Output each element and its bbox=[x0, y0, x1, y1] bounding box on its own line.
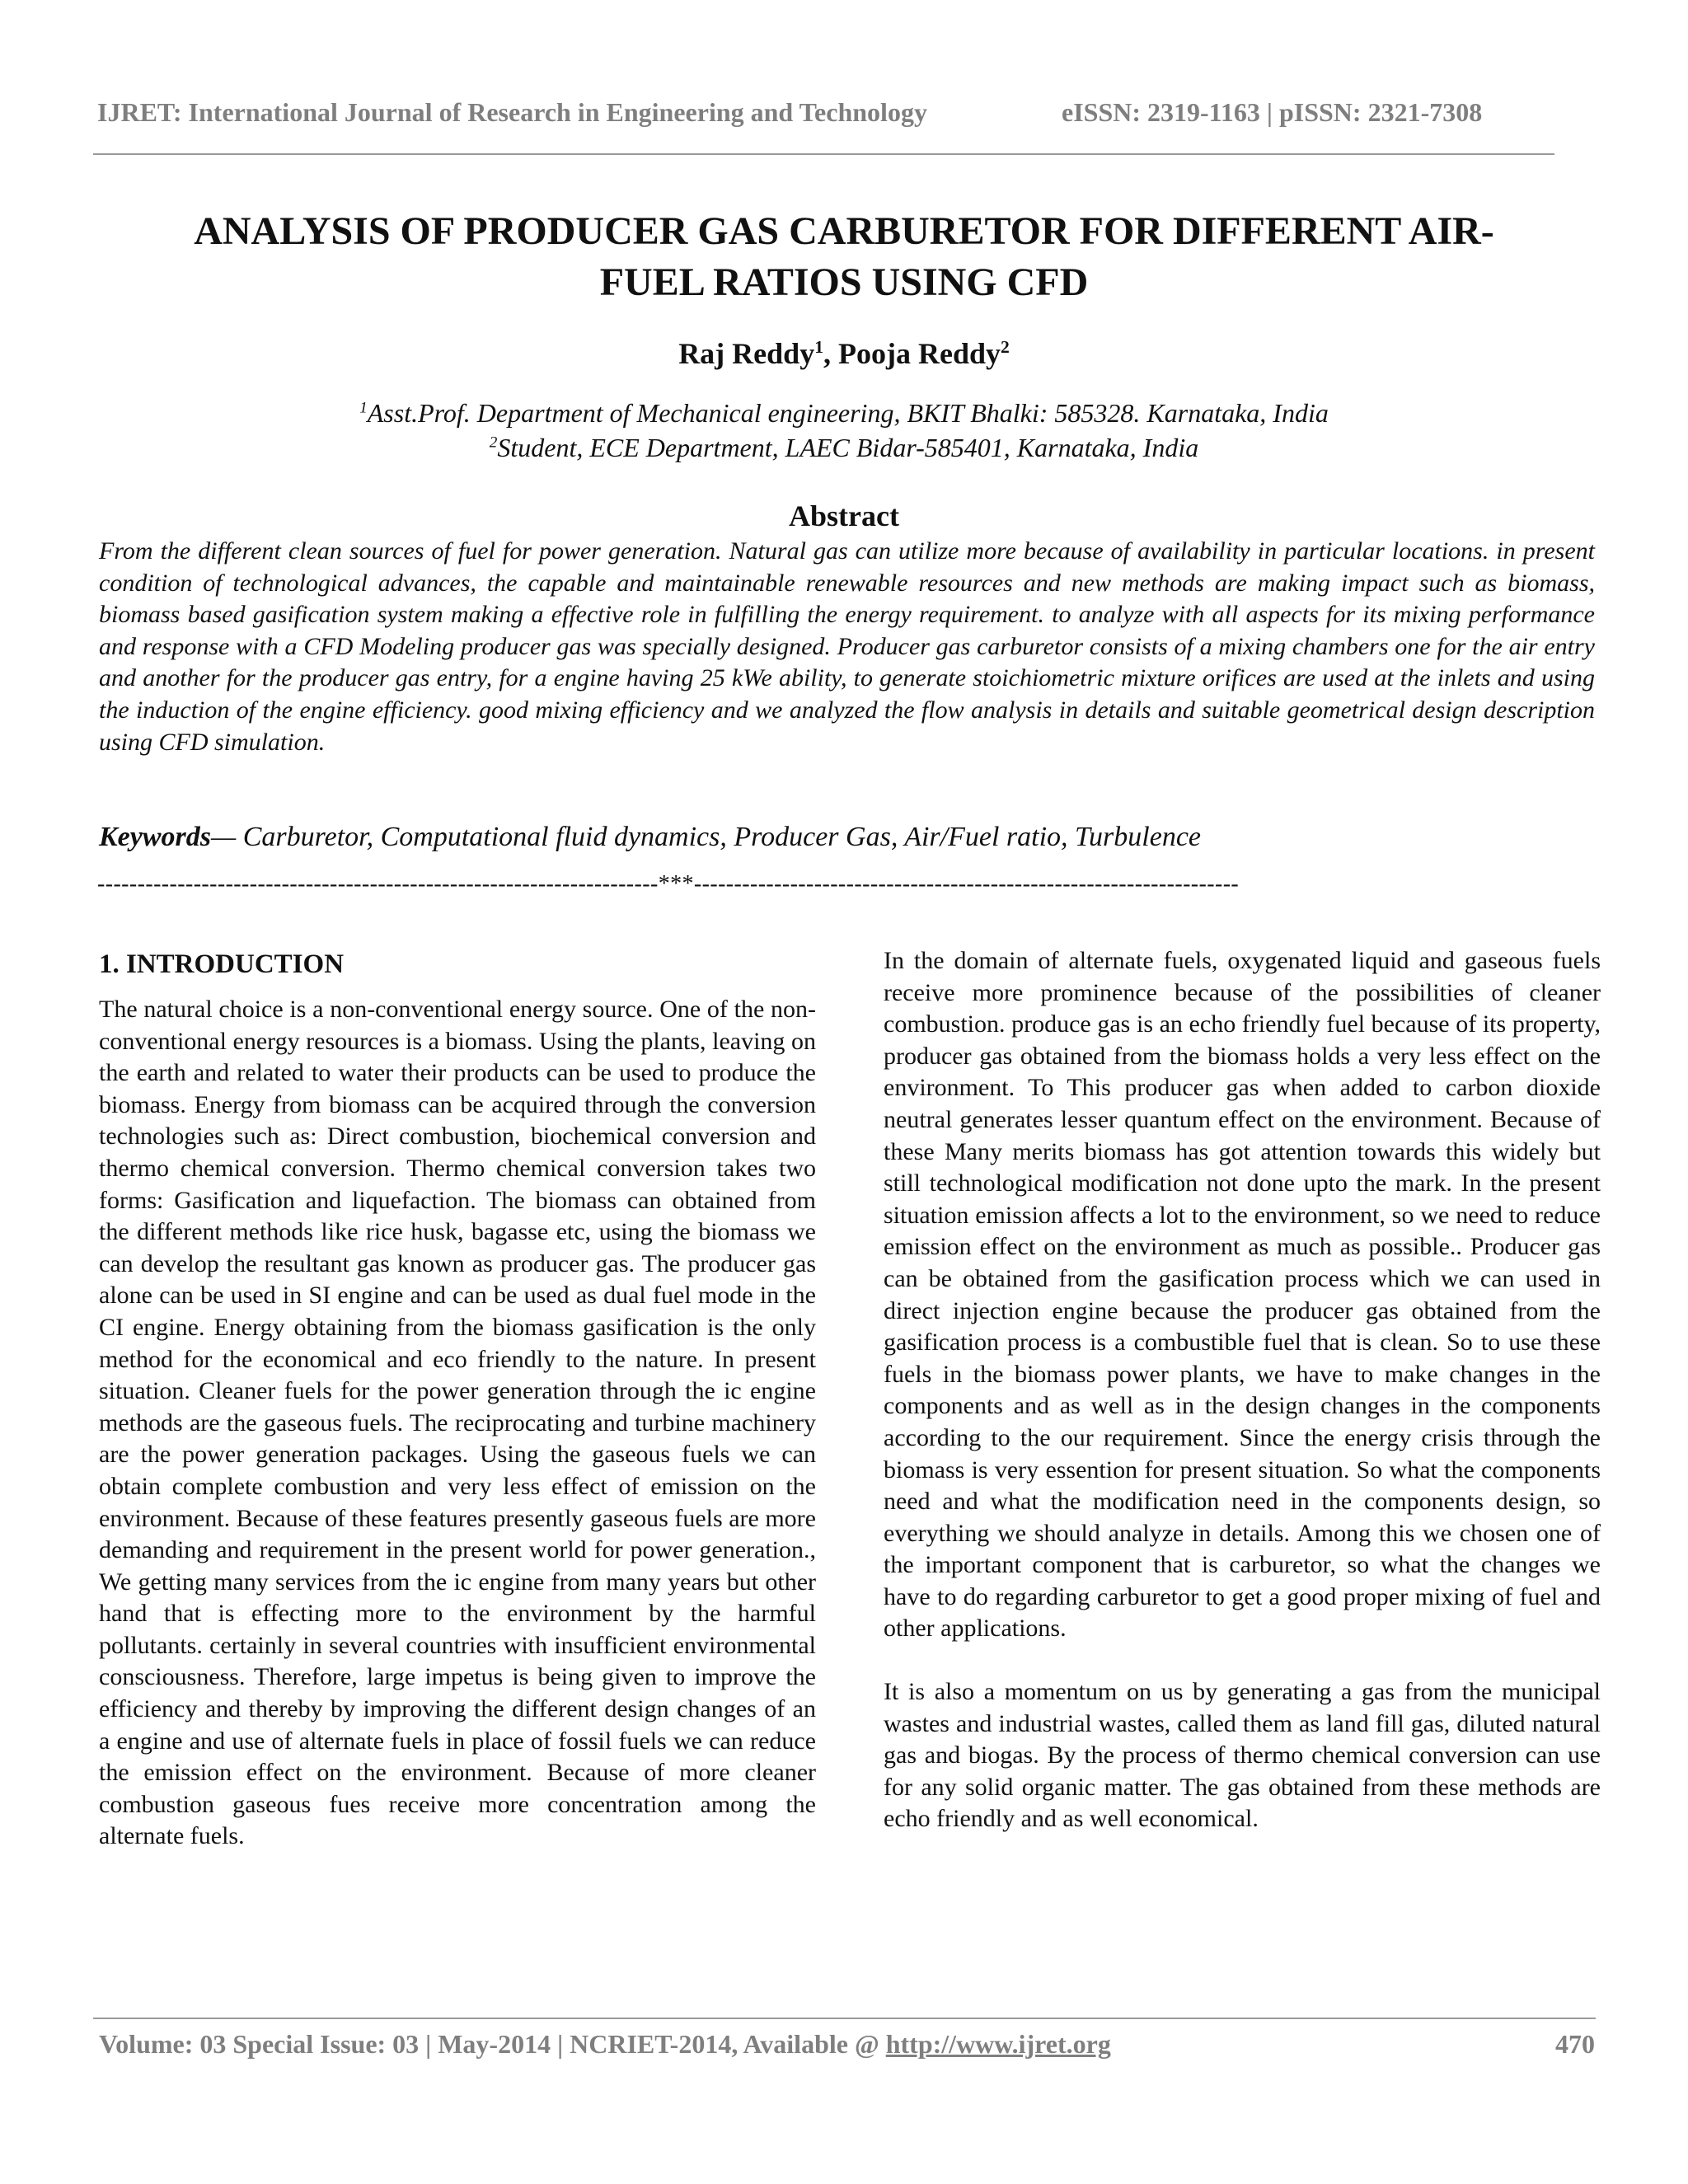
running-header bbox=[97, 97, 1556, 128]
footer-text: Volume: 03 Special Issue: 03 | May-2014 | NCRIET-2014, Available @ bbox=[99, 2029, 886, 2059]
author-2: Pooja Reddy bbox=[838, 337, 1001, 370]
journal-link[interactable]: http://www.ijret.org bbox=[885, 2029, 1111, 2059]
intro-paragraph-left: The natural choice is a non-conventional energy source. One of the non-conventional energy resources is a biomass. Using the plants, leaving on the earth and related to water their products can be used to produce the biomass. Energy from biomass can be acquired through the conversion technologies such as: Direct combustion, biochemical conversion and thermo chemical conversion. Thermo chemical conversion takes two forms: Gasification and liquefaction. The biomass can obtained from the different methods like rice husk, bagasse etc, using the biomass we can develop the resultant gas known as producer gas. The producer gas alone can be used in SI engine and can be used as dual fuel mode in the CI engine. Energy obtaining from the biomass gasification is the only method for the economical and eco friendly to the nature. In present situation. Cleaner fuels for the power generation through the ic engine methods are the gaseous fuels. The reciprocating and turbine machinery are the power generation packages. Using the gaseous fuels we can obtain complete combustion and very less effect of emission on the environment. Because of these features presently gaseous fuels are more demanding and requirement in the present world for power generation., We getting many services from the ic engine from many years but other hand that is effecting more to the environment by the harmful pollutants. certainly in several countries with insufficient environmental consciousness. Therefore, large impetus is being given to improve the efficiency and thereby by improving the different design changes of an a engine and use of alternate fuels in place of fossil fuels we can reduce the emission effect on the environment. Because of more cleaner combustion gaseous fues receive more concentration among the alternate fuels. bbox=[99, 996, 816, 1850]
intro-heading: 1. INTRODUCTION bbox=[99, 949, 345, 979]
issn-numbers: eISSN: 2319-1163 | pISSN: 2321-7308 bbox=[1062, 97, 1483, 127]
page-number: 470 bbox=[1555, 2029, 1595, 2059]
keywords-label: Keywords bbox=[99, 822, 211, 852]
journal-name: IJRET: International Journal of Research in Engineering and Technology bbox=[97, 97, 927, 127]
intro-paragraph-right-2: It is also a momentum on us by generating a gas from the municipal wastes and industrial wastes, called them as land fill gas, diluted natural gas and biogas. By the process of thermo chemical conversion can use for any solid organic matter. The gas obtained from these methods are echo friendly and as well economical. bbox=[884, 1678, 1601, 1833]
affiliation-2 bbox=[82, 430, 1606, 465]
affiliation-1-text: Asst.Prof. Department of Mechanical engineering, BKIT Bhalki: 585328. Karnataka, India bbox=[367, 398, 1329, 428]
keywords bbox=[99, 822, 1595, 853]
author-list bbox=[82, 336, 1606, 371]
section-separator: ----------------------------------------------------------------------***-------------------------------------------------------------------- bbox=[97, 871, 1240, 897]
affiliations bbox=[82, 396, 1606, 465]
abstract-heading: Abstract bbox=[789, 499, 899, 532]
title-line-2: FUEL RATIOS USING CFD bbox=[599, 260, 1089, 304]
intro-paragraph-right-1: In the domain of alternate fuels, oxygenated liquid and gaseous fuels receive more prominence because of the possibilities of cleaner combustion. produce gas is an echo friendly fuel because of its property, producer gas obtained from the biomass holds a very less effect on the environment. To This producer gas when added to carbon dioxide neutral generates lesser quantum effect on the environment. Because of these Many merits biomass has got attention towards this widely but still technological modification not done upto the mark. In the present situation emission affects a lot to the environment, so we need to reduce emission effect on the environment as much as possible.. Producer gas can be obtained from the gasification process which we can used in direct injection engine because the producer gas obtained from the gasification process is a combustible fuel that is clean. So to use these fuels in the biomass power plants, we have to make changes in the components and as well as in the design changes in the components according to the our requirement. Since the energy crisis through the biomass is very essention for present situation. So what the components need and what the modification need in the components design, so everything we should analyze in details. Among this we chosen one of the important component that is carburetor, so what the changes we have to do regarding carburetor to get a good proper mixing of fuel and other applications. bbox=[884, 947, 1601, 1643]
abstract-text: From the different clean sources of fuel for power generation. Natural gas can utilize more because of availability in particular locations. in present condition of technological advances, the capable and maintainable renewable resources and new methods are making impact such as biomass, biomass based gasification system making a effective role in fulfilling the energy requirement. to analyze with all aspects for its mixing performance and response with a CFD Modeling producer gas was specially designed. Producer gas carburetor consists of a mixing chambers one for the air entry and another for the producer gas entry, for a engine having 25 kWe ability, to generate stoichiometric mixture orifices are used at the inlets and using the induction of the engine efficiency. good mixing efficiency and we analyzed the flow analysis in details and suitable geometrical design description using CFD simulation. bbox=[99, 537, 1595, 756]
paper-title bbox=[82, 206, 1606, 308]
author-1-affil-mark: 1 bbox=[814, 337, 823, 357]
affiliation-2-mark: 2 bbox=[489, 434, 498, 452]
affiliation-1-mark: 1 bbox=[359, 399, 368, 417]
affiliation-2-text: Student, ECE Department, LAEC Bidar-585401, Karnataka, India bbox=[497, 433, 1199, 462]
running-footer bbox=[99, 2029, 1595, 2060]
left-column bbox=[99, 948, 816, 1884]
right-column bbox=[884, 945, 1601, 1867]
affiliation-1 bbox=[82, 396, 1606, 430]
footer-rule bbox=[93, 2018, 1596, 2019]
title-line-1: ANALYSIS OF PRODUCER GAS CARBURETOR FOR DIFFERENT AIR- bbox=[194, 209, 1494, 253]
author-1: Raj Reddy bbox=[678, 337, 815, 370]
header-rule bbox=[93, 153, 1554, 155]
author-2-affil-mark: 2 bbox=[1001, 337, 1010, 357]
author-separator: , bbox=[823, 337, 838, 370]
keywords-text: — Carburetor, Computational fluid dynamics, Producer Gas, Air/Fuel ratio, Turbulence bbox=[211, 822, 1202, 852]
